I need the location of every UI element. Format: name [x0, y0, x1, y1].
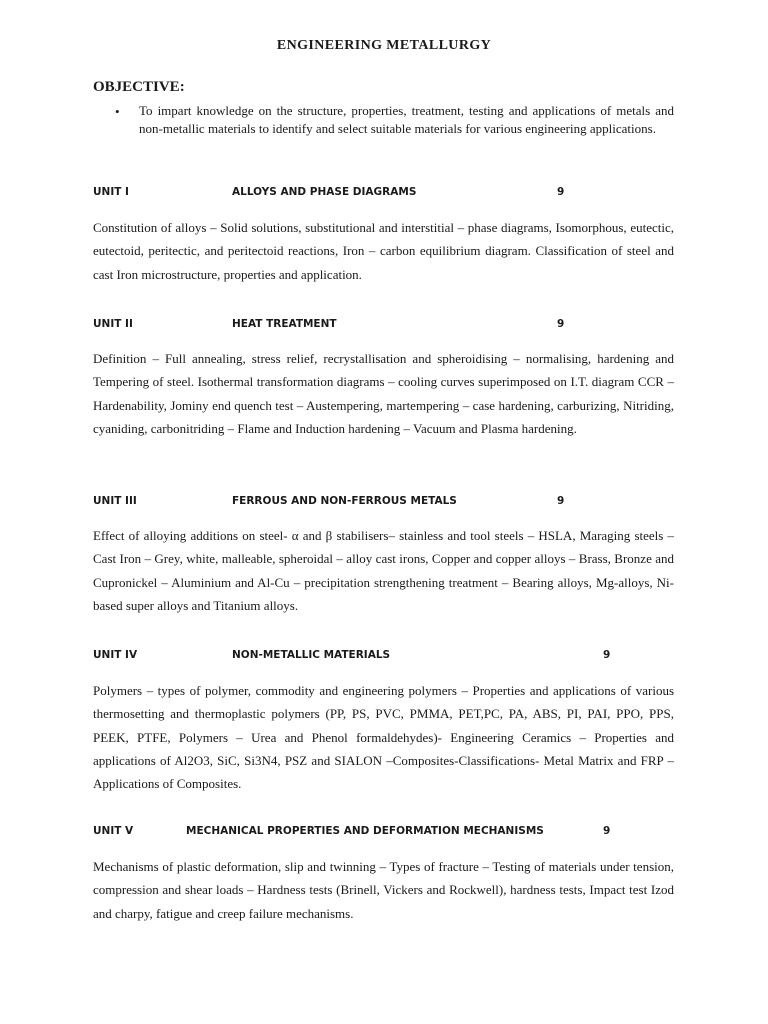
- unit-code: UNIT V: [93, 825, 134, 837]
- unit-title: HEAT TREATMENT: [232, 318, 337, 330]
- unit-code: UNIT III: [93, 495, 137, 507]
- unit-description: Polymers – types of polymer, commodity and engineering polymers – Properties and applications of various thermosetting and thermoplastic polymers (PP, PS, PVC, PMMA, PET,PC, PA, ABS, PI, PAI, PPO, PPS, PEEK, PTFE, Polymers – Urea and Phenol formaldehydes)- Engineering Ceramics – Properties and applications of Al2O3, SiC, Si3N4, PSZ and SIALON –Composites-Classifications- Metal Matrix and FRP – Applications of Composites.: [93, 683, 674, 792]
- unit-header: [93, 649, 673, 665]
- unit-code: UNIT IV: [93, 649, 138, 661]
- unit-title: MECHANICAL PROPERTIES AND DEFORMATION MECHANISMS: [186, 825, 544, 837]
- unit-title: NON-METALLIC MATERIALS: [232, 649, 391, 661]
- unit-header: [93, 825, 673, 841]
- objective-heading: OBJECTIVE:: [93, 79, 185, 95]
- unit-code: UNIT II: [93, 318, 133, 330]
- unit-description: Effect of alloying additions on steel- α and β stabilisers– stainless and tool steels – HSLA, Maraging steels – Cast Iron – Grey, white, malleable, spheroidal – alloy cast irons, Copper and copper alloys – Brass, Bronze and Cupronickel – Aluminium and Al-Cu – precipitation strengthening treatment – Bearing alloys, Mg-alloys, Ni-based super alloys and Titanium alloys.: [93, 528, 674, 613]
- unit-hours: 9: [557, 186, 565, 198]
- unit-title: FERROUS AND NON-FERROUS METALS: [232, 495, 457, 507]
- bullet-icon: •: [115, 104, 120, 119]
- unit-header: [93, 318, 673, 334]
- unit-code: UNIT I: [93, 186, 129, 198]
- unit-hours: 9: [603, 649, 611, 661]
- unit-description: Constitution of alloys – Solid solutions, substitutional and interstitial – phase diagrams, Isomorphous, eutectic, eutectoid, peritectic, and peritectoid reactions, Iron – carbon equilibrium diagram. Classification of steel and cast Iron microstructure, properties and application.: [93, 220, 674, 282]
- unit-header: [93, 495, 673, 511]
- unit-header: [93, 186, 673, 202]
- unit-description: Definition – Full annealing, stress relief, recrystallisation and spheroidising – normalising, hardening and Tempering of steel. Isothermal transformation diagrams – cooling curves superimposed on I.T. diagram CCR – Hardenability, Jominy end quench test – Austempering, martempering – case hardening, carburizing, Nitriding, cyaniding, carbonitriding – Flame and Induction hardening – Vacuum and Plasma hardening.: [93, 351, 674, 436]
- unit-hours: 9: [557, 495, 565, 507]
- unit-title: ALLOYS AND PHASE DIAGRAMS: [232, 186, 417, 198]
- unit-description: Mechanisms of plastic deformation, slip and twinning – Types of fracture – Testing of materials under tension, compression and shear loads – Hardness tests (Brinell, Vickers and Rockwell), hardness tests, Impact test Izod and charpy, fatigue and creep failure mechanisms.: [93, 859, 674, 921]
- unit-hours: 9: [557, 318, 565, 330]
- page-title: ENGINEERING METALLURGY: [276, 38, 492, 53]
- unit-hours: 9: [603, 825, 611, 837]
- objective-text: To impart knowledge on the structure, properties, treatment, testing and applications of metals and non-metallic materials to identify and select suitable materials for various engineering applications.: [139, 103, 674, 136]
